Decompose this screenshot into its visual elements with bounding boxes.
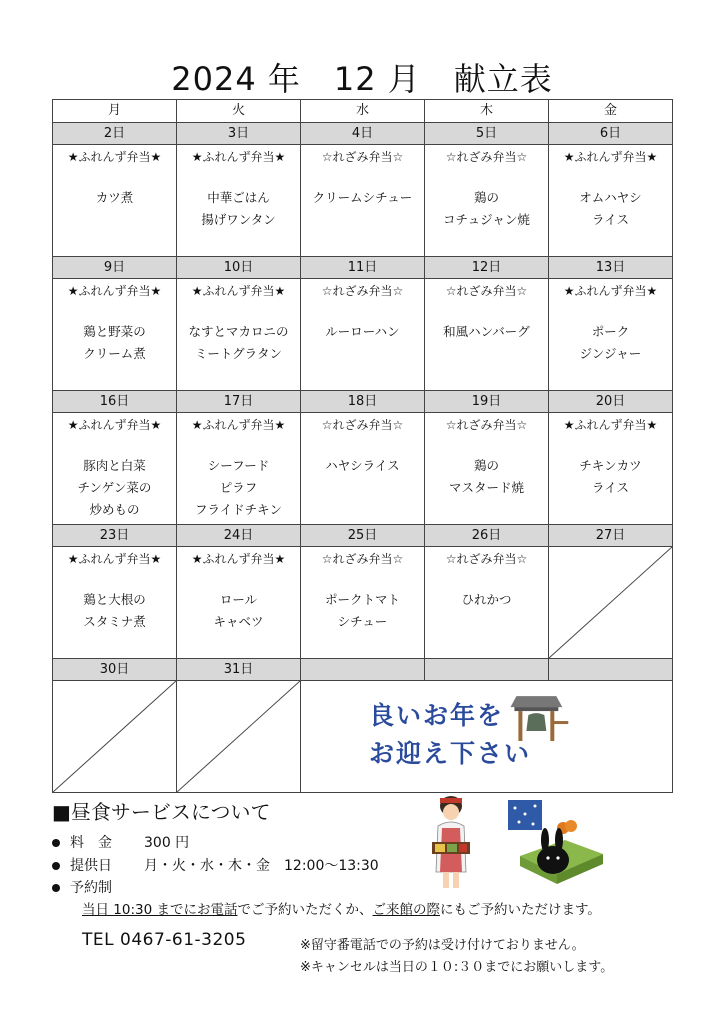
bento-name: ☆れざみ弁当☆: [445, 552, 528, 566]
menu-cell: [177, 413, 301, 525]
date-cell: 17日: [177, 391, 301, 413]
menu-row: [53, 547, 673, 659]
bento-name: ★ふれんず弁当★: [67, 284, 162, 298]
menu-cell: [301, 279, 425, 391]
note-cancellation: ※キャンセルは当日の１０:３０までにお願いします。: [300, 960, 614, 975]
bullet-icon: [52, 884, 60, 892]
new-year-greeting-cell: [301, 681, 673, 793]
meal-name: ルーローハン: [325, 324, 400, 339]
menu-row: [53, 279, 673, 391]
diagonal-slash: [549, 547, 672, 658]
bento-name: ★ふれんず弁当★: [67, 418, 162, 432]
bento-name: ★ふれんず弁当★: [191, 150, 286, 164]
weekday-tue: 火: [177, 100, 301, 123]
kotatsu-rabbit-icon: [505, 800, 605, 888]
reservation-label: 予約制: [70, 880, 112, 896]
price-value: 300 円: [144, 835, 190, 851]
menu-cell: [425, 145, 549, 257]
reservation-phone-deadline: 当日 10:30 までにお電話: [82, 902, 238, 918]
meal-name: 鶏と野菜の クリーム煮: [83, 324, 146, 361]
menu-cell: [549, 413, 673, 525]
meal-name: 豚肉と白菜 チンゲン菜の 炒めもの: [77, 458, 152, 517]
menu-cell: [53, 145, 177, 257]
holiday-cell: [549, 547, 673, 659]
menu-cell: [53, 547, 177, 659]
menu-cell: [425, 547, 549, 659]
date-cell: 16日: [53, 391, 177, 413]
meal-name: クリームシチュー: [312, 190, 413, 205]
date-cell: 10日: [177, 257, 301, 279]
meal-name: ロール キャベツ: [213, 592, 264, 629]
bento-name: ☆れざみ弁当☆: [445, 418, 528, 432]
greeting-text: 良いお年を お迎え下さい: [369, 701, 532, 768]
menu-row: [53, 413, 673, 525]
meal-name: オムハヤシ ライス: [579, 190, 642, 227]
weekday-fri: 金: [549, 100, 673, 123]
meal-name: ポーク ジンジャー: [579, 324, 642, 361]
date-cell: 13日: [549, 257, 673, 279]
bento-name: ★ふれんず弁当★: [191, 552, 286, 566]
bento-name: ★ふれんず弁当★: [191, 284, 286, 298]
bento-name: ★ふれんず弁当★: [67, 150, 162, 164]
menu-cell: [301, 547, 425, 659]
date-cell: 12日: [425, 257, 549, 279]
service-value: 月・火・水・木・金 12:00～13:30: [144, 858, 379, 874]
meal-name: 中華ごはん 揚げワンタン: [201, 190, 276, 227]
menu-cell: [301, 145, 425, 257]
date-cell: [425, 659, 549, 681]
date-cell: 3日: [177, 123, 301, 145]
date-row: [53, 659, 673, 681]
bullet-icon: [52, 839, 60, 847]
date-cell: 31日: [177, 659, 301, 681]
bento-name: ☆れざみ弁当☆: [321, 150, 404, 164]
date-cell: 11日: [301, 257, 425, 279]
bento-name: ☆れざみ弁当☆: [321, 418, 404, 432]
price-row: [52, 832, 189, 852]
bento-name: ★ふれんず弁当★: [67, 552, 162, 566]
date-cell: 27日: [549, 525, 673, 547]
date-cell: 4日: [301, 123, 425, 145]
bullet-icon: [52, 862, 60, 870]
bento-name: ★ふれんず弁当★: [563, 284, 658, 298]
bento-name: ☆れざみ弁当☆: [321, 552, 404, 566]
bento-name: ★ふれんず弁当★: [563, 418, 658, 432]
date-cell: 30日: [53, 659, 177, 681]
meal-name: 鶏の マスタード焼: [448, 458, 524, 495]
section-title: ■昼食サービスについて: [52, 800, 271, 824]
meal-name: 鶏の コチュジャン焼: [443, 190, 530, 227]
menu-row: [53, 681, 673, 793]
phone-number: TEL 0467-61-3205: [82, 930, 247, 950]
date-cell: [301, 659, 425, 681]
reservation-details: [82, 898, 601, 918]
menu-cell: [301, 413, 425, 525]
date-cell: 9日: [53, 257, 177, 279]
date-cell: 18日: [301, 391, 425, 413]
bento-name: ☆れざみ弁当☆: [445, 284, 528, 298]
menu-calendar: [52, 99, 673, 793]
reservation-text-1: でご予約いただくか、: [237, 902, 373, 918]
meal-name: カツ煮: [95, 190, 134, 205]
date-cell: 24日: [177, 525, 301, 547]
reservation-row: [52, 877, 112, 897]
bento-name: ★ふれんず弁当★: [563, 150, 658, 164]
waitress-icon: [428, 792, 474, 892]
date-cell: 2日: [53, 123, 177, 145]
menu-cell: [53, 279, 177, 391]
weekday-mon: 月: [53, 100, 177, 123]
diagonal-slash: [177, 681, 300, 792]
menu-cell: [425, 279, 549, 391]
meal-name: ハヤシライス: [325, 458, 400, 473]
menu-cell: [549, 279, 673, 391]
diagonal-slash: [53, 681, 176, 792]
menu-cell: [177, 547, 301, 659]
price-label: 料 金: [70, 835, 112, 851]
menu-cell: [53, 413, 177, 525]
meal-name: 鶏と大根の スタミナ煮: [83, 592, 146, 629]
meal-name: ひれかつ: [461, 592, 512, 607]
date-cell: 19日: [425, 391, 549, 413]
date-row: [53, 257, 673, 279]
date-cell: 5日: [425, 123, 549, 145]
holiday-cell: [177, 681, 301, 793]
meal-name: ポークトマト シチュー: [324, 592, 400, 629]
reservation-text-2: にもご予約いただけます。: [440, 902, 601, 918]
date-cell: 25日: [301, 525, 425, 547]
meal-name: チキンカツ ライス: [579, 458, 642, 495]
service-label: 提供日: [70, 858, 112, 874]
bento-name: ☆れざみ弁当☆: [321, 284, 404, 298]
page-title: 2024 年 12 月 献立表: [171, 60, 553, 98]
menu-cell: [177, 145, 301, 257]
date-cell: 6日: [549, 123, 673, 145]
bento-name: ☆れざみ弁当☆: [445, 150, 528, 164]
date-row: [53, 391, 673, 413]
menu-cell: [549, 145, 673, 257]
weekday-wed: 水: [301, 100, 425, 123]
menu-cell: [425, 413, 549, 525]
date-cell: 23日: [53, 525, 177, 547]
date-row: [53, 525, 673, 547]
service-row: [52, 855, 379, 875]
menu-cell: [177, 279, 301, 391]
reservation-visit: ご来館の際: [372, 902, 440, 918]
meal-name: 和風ハンバーグ: [443, 324, 530, 339]
menu-row: [53, 145, 673, 257]
date-cell: [549, 659, 673, 681]
date-cell: 26日: [425, 525, 549, 547]
meal-name: なすとマカロニの ミートグラタン: [188, 324, 289, 361]
note-answering-machine: ※留守番電話での予約は受け付けておりません。: [300, 938, 585, 953]
weekday-header-row: [53, 100, 673, 123]
date-row: [53, 123, 673, 145]
weekday-thu: 木: [425, 100, 549, 123]
date-cell: 20日: [549, 391, 673, 413]
bento-name: ★ふれんず弁当★: [191, 418, 286, 432]
holiday-cell: [53, 681, 177, 793]
meal-name: シーフード ピラフ フライドチキン: [194, 458, 282, 517]
